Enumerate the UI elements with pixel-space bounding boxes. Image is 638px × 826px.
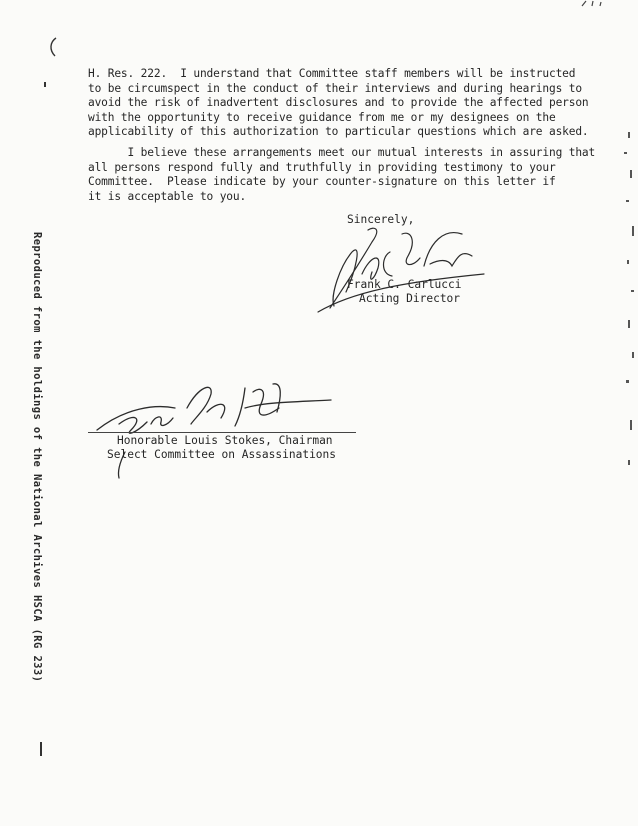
top-corner-mark [578, 0, 608, 8]
paragraph-1-line: with the opportunity to receive guidance from me or my designees on the [88, 110, 556, 124]
counter-signer-title: Select Committee on Assassinations [107, 448, 337, 461]
counter-signer-name: Honorable Louis Stokes, Chairman [117, 434, 333, 447]
paragraph-1-line: H. Res. 222. I understand that Committee staff members will be instructed [88, 67, 576, 80]
paragraph-1-line: avoid the risk of inadvertent disclosures and to provide the affected person [88, 96, 589, 109]
bracket-mark [46, 36, 60, 58]
paragraph-2-line: all persons respond fully and truthfully in providing testimony to your [88, 160, 556, 174]
margin-speck [40, 742, 42, 756]
paragraph-2-line: Committee. Please indicate by your counter-signature on this letter if [88, 175, 556, 188]
counter-signature-line [88, 432, 356, 433]
closing: Sincerely, [347, 213, 415, 226]
paragraph-1-line: to be circumspect in the conduct of their interviews and during hearings to [88, 81, 582, 95]
archive-stamp: Reproduced from the holdings of the National Archives HSCA (RG 233) [31, 232, 43, 683]
margin-speck [44, 82, 46, 87]
scan-edge-noise [616, 130, 638, 490]
signer-name: Frank C. Carlucci [347, 278, 462, 291]
paragraph-2-line: it is acceptable to you. [88, 189, 247, 203]
paragraph-2 [88, 146, 595, 204]
paragraph-2-line: I believe these arrangements meet our mutual interests in assuring that [88, 146, 596, 159]
signer-title: Acting Director [359, 292, 461, 305]
paragraph-1 [88, 67, 589, 140]
paragraph-1-line: applicability of this authorization to particular questions which are asked. [88, 125, 589, 138]
